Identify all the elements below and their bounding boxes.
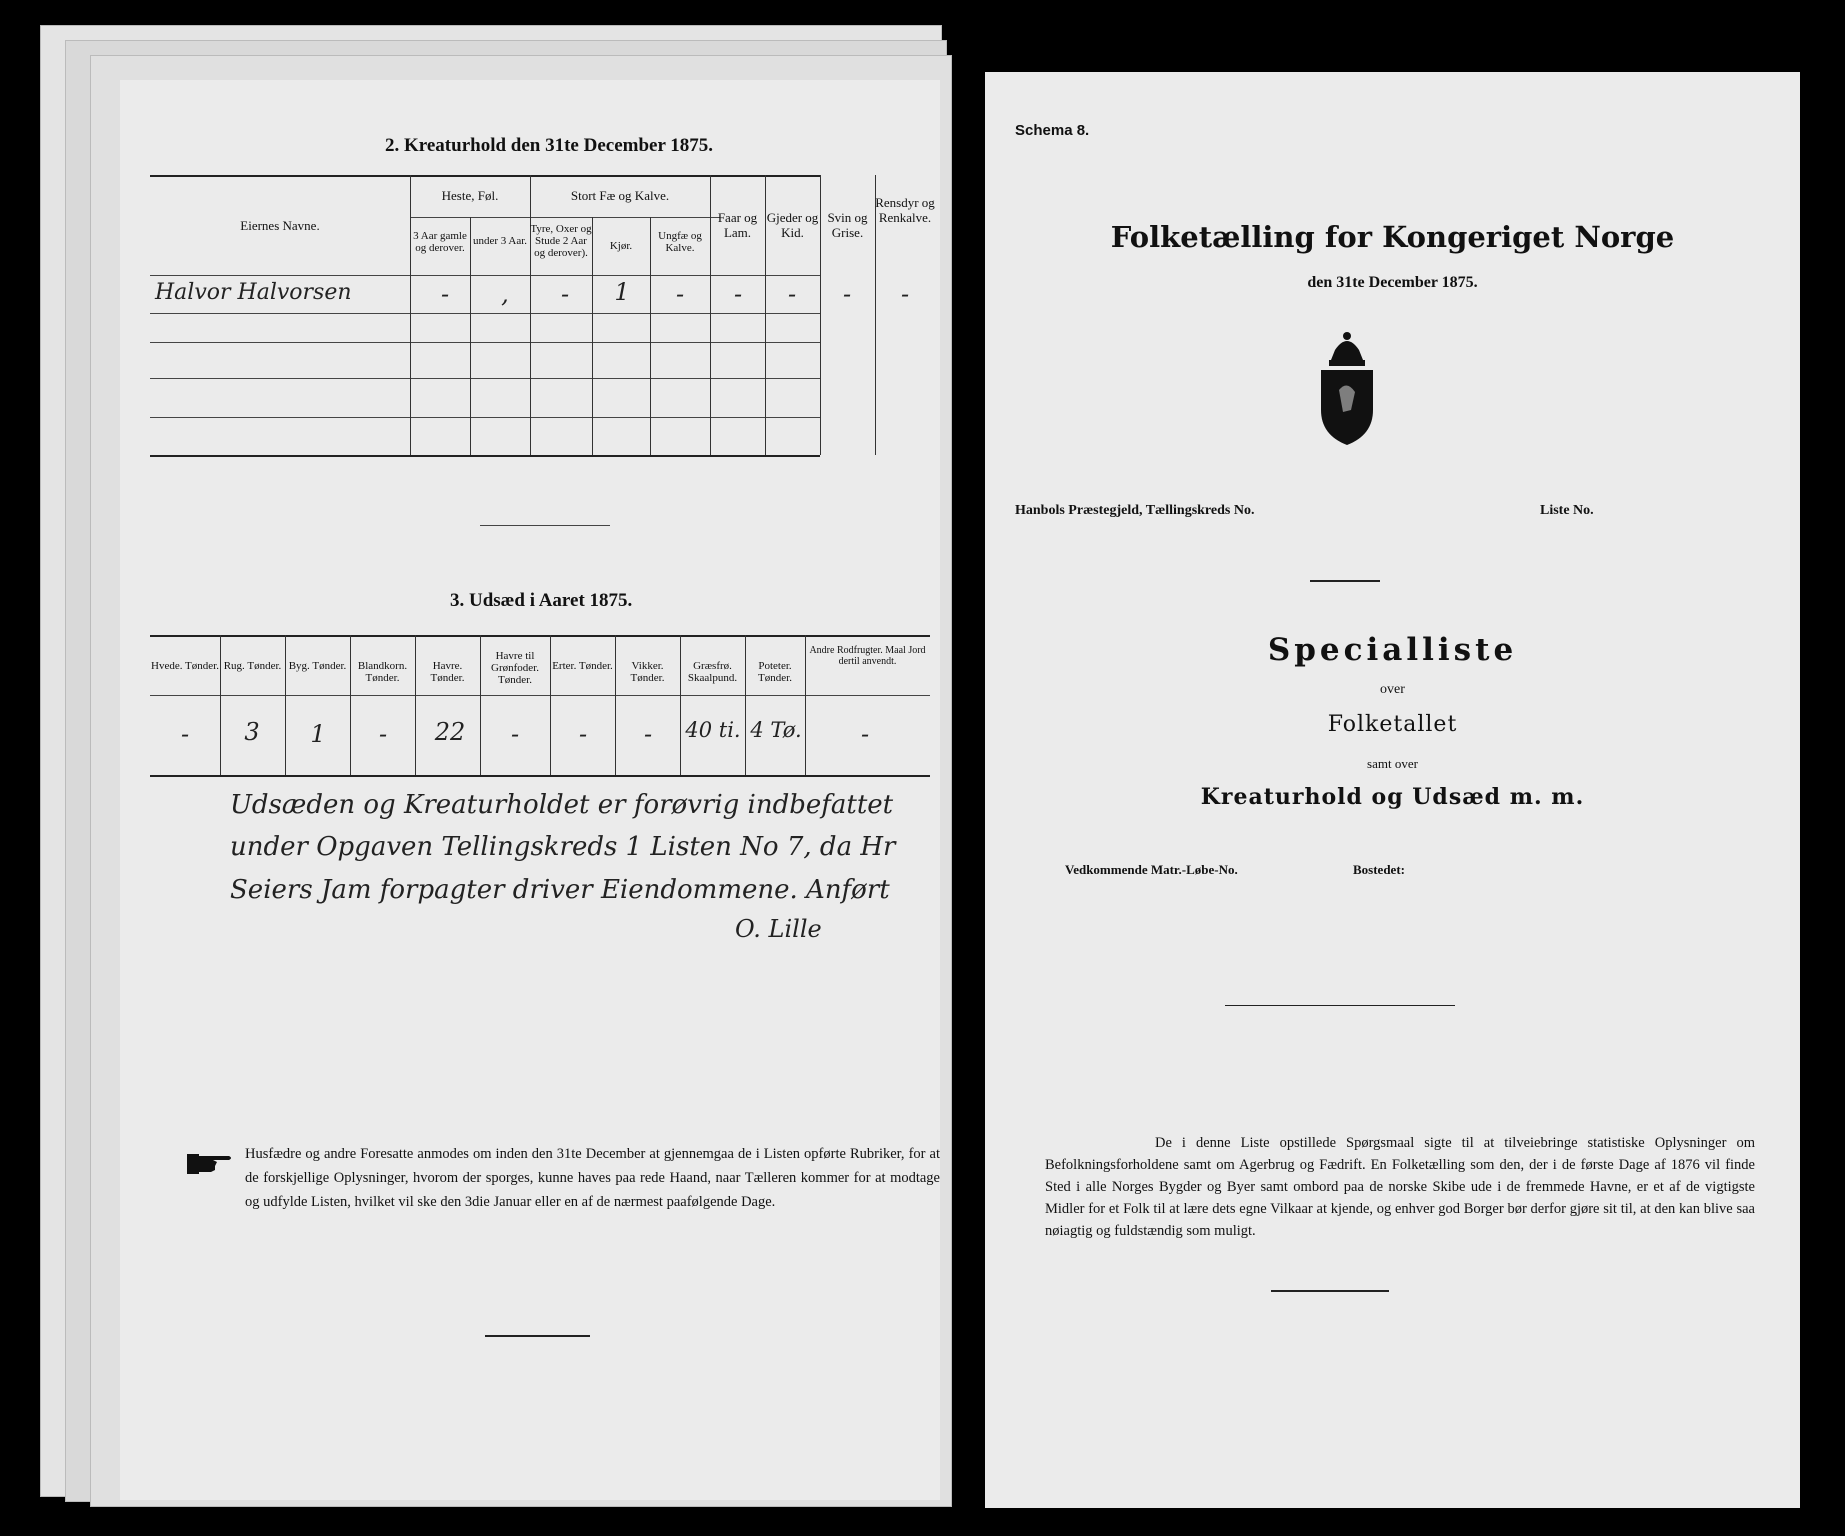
samt-over-label: samt over xyxy=(1367,756,1418,771)
livestock-value: - xyxy=(440,280,450,308)
section3-title: 3. Udsæd i Aaret 1875. xyxy=(450,590,633,611)
separator-rule xyxy=(1225,1005,1455,1006)
handwritten-signature: O. Lille xyxy=(735,915,822,943)
livestock-value: 1 xyxy=(614,278,630,306)
main-title: Folketælling for Kongeriget Norge xyxy=(1110,220,1675,254)
footer-text: De i denne Liste opstillede Spørgsmaal sigte til at tilveiebringe statistiske Oplysninger om Befolkningsforholdene samt om Agerbrug og Fædrift. En Folketælling som den, der i de første Dage af 1876 vil finde Sted i alle Norges Bygder og Byer samt ombord paa de norske Skibe ude i de fremmede Havne, er et af de vigtigste Midler for et Folk til at lære dets egne Vilkaar at kjende, og enhver god Borger bør derfor gjøre sit til, at den kan blive saa nøiagtig og fuldstændig som muligt. xyxy=(1045,1135,1755,1239)
table-rule xyxy=(150,455,820,457)
matr-label: Vedkommende Matr.-Løbe-No. xyxy=(1065,862,1238,877)
sowing-value: - xyxy=(180,720,190,748)
table-col-line xyxy=(350,635,351,775)
over-label: over xyxy=(1380,682,1405,697)
header-horses: Heste, Føl. xyxy=(441,188,499,203)
table-col-line xyxy=(680,635,681,775)
sowing-value: 22 xyxy=(434,718,466,746)
sowing-header: Rug. Tønder. xyxy=(223,660,282,672)
header-cattle-a: Tyre, Oxer og Stude 2 Aar og derover). xyxy=(530,223,592,259)
sowing-header: Vikker. Tønder. xyxy=(630,660,665,684)
bosted-label: Bostedet: xyxy=(1353,862,1405,877)
livestock-value: - xyxy=(787,280,797,308)
header-cattle-b: Kjør. xyxy=(609,240,633,252)
handwritten-note-line: Seiers Jam forpagter driver Eiendommene. Anført xyxy=(230,875,890,905)
table-rule xyxy=(150,313,820,314)
separator-rule xyxy=(1310,580,1380,582)
table-col-line xyxy=(410,175,411,455)
owner-name: Halvor Halvorsen xyxy=(155,280,352,305)
table-col-line xyxy=(415,635,416,775)
table-col-line xyxy=(615,635,616,775)
header-cattle: Stort Fæ og Kalve. xyxy=(570,188,670,203)
census-date: den 31te December 1875. xyxy=(1307,274,1478,291)
table-col-line xyxy=(745,635,746,775)
folketallet-label: Folketallet xyxy=(1327,712,1458,737)
sowing-value: - xyxy=(578,720,588,748)
liste-label: Liste No. xyxy=(1540,503,1594,518)
end-rule xyxy=(1271,1290,1389,1292)
sowing-header: Græsfrø. Skaalpund. xyxy=(687,660,738,684)
table-rule xyxy=(150,695,930,696)
handwritten-note-line: under Opgaven Tellingskreds 1 Listen No 7, da Hr xyxy=(230,832,896,862)
sowing-value: - xyxy=(510,720,520,748)
table-col-line xyxy=(285,635,286,775)
header-reindeer: Rensdyr og Renkalve. xyxy=(875,195,935,225)
table-rule xyxy=(410,217,720,218)
livestock-value: , xyxy=(501,280,509,308)
header-sheep: Faar og Lam. xyxy=(717,210,758,240)
header-horses-b: under 3 Aar. xyxy=(472,235,528,247)
table-rule xyxy=(150,635,930,637)
table-col-line xyxy=(220,635,221,775)
special-title: Specialliste xyxy=(1267,632,1518,668)
table-rule xyxy=(150,275,820,276)
pointing-hand-icon xyxy=(185,1148,235,1178)
header-goats: Gjeder og Kid. xyxy=(766,210,819,240)
separator-rule xyxy=(480,525,610,526)
sowing-header: Andre Rodfrugter. Maal Jord dertil anvendt. xyxy=(809,645,926,667)
schema-label: Schema 8. xyxy=(1015,122,1090,139)
coat-of-arms-icon xyxy=(1307,330,1387,450)
sowing-header: Havre til Grønfoder. Tønder. xyxy=(491,650,539,686)
sowing-header: Erter. Tønder. xyxy=(552,660,613,672)
sowing-value: 4 Tø. xyxy=(750,718,802,742)
table-rule xyxy=(150,378,820,379)
sowing-header: Hvede. Tønder. xyxy=(151,660,219,672)
sowing-header: Poteter. Tønder. xyxy=(758,660,792,684)
table-col-line xyxy=(592,217,593,455)
livestock-value: - xyxy=(733,280,743,308)
sowing-header: Blandkorn. Tønder. xyxy=(357,660,408,684)
header-pigs: Svin og Grise. xyxy=(827,210,868,240)
sowing-header: Byg. Tønder. xyxy=(288,660,347,672)
sowing-value: - xyxy=(378,720,388,748)
livestock-value: - xyxy=(842,280,852,308)
table-rule xyxy=(150,775,930,777)
sowing-value: - xyxy=(860,720,870,748)
kreaturhold-label: Kreaturhold og Udsæd m. m. xyxy=(1200,784,1585,810)
table-rule xyxy=(150,342,820,343)
table-col-line xyxy=(550,635,551,775)
table-rule xyxy=(150,417,820,418)
handwritten-note-line: Udsæden og Kreaturholdet er forøvrig indbefattet xyxy=(230,790,894,820)
table-col-line xyxy=(530,175,531,455)
right-page xyxy=(985,72,1800,1508)
sowing-value: - xyxy=(643,720,653,748)
end-rule xyxy=(485,1335,590,1337)
sowing-value: 1 xyxy=(310,720,326,748)
header-cattle-c: Ungfæ og Kalve. xyxy=(658,230,702,254)
left-page xyxy=(120,80,940,1500)
livestock-value: - xyxy=(675,280,685,308)
table-col-line xyxy=(470,217,471,455)
sowing-value: 40 ti. xyxy=(685,718,741,742)
sowing-value: 3 xyxy=(244,718,260,746)
header-horses-a: 3 Aar gamle og derover. xyxy=(413,230,467,254)
district-line: Hanbols Præstegjeld, Tællingskreds No. xyxy=(1015,503,1255,518)
table-rule xyxy=(150,175,820,177)
notice-text: Husfædre og andre Foresatte anmodes om inden den 31te December at gjennemgaa de i Listen opførte Rubriker, for at de forskjellige Oplysninger, hvorom der sporges, kunne haves paa rede Haand, naar Tælleren kommer for at modtage og udfylde Listen, hvilket vil ske den 3die Januar eller en af de nærmest paafølgende Dage. xyxy=(245,1146,940,1210)
section2-title: 2. Kreaturhold den 31te December 1875. xyxy=(385,135,714,156)
header-owner: Eiernes Navne. xyxy=(240,218,320,233)
livestock-value: - xyxy=(900,280,910,308)
sowing-header: Havre. Tønder. xyxy=(430,660,465,684)
livestock-value: - xyxy=(560,280,570,308)
